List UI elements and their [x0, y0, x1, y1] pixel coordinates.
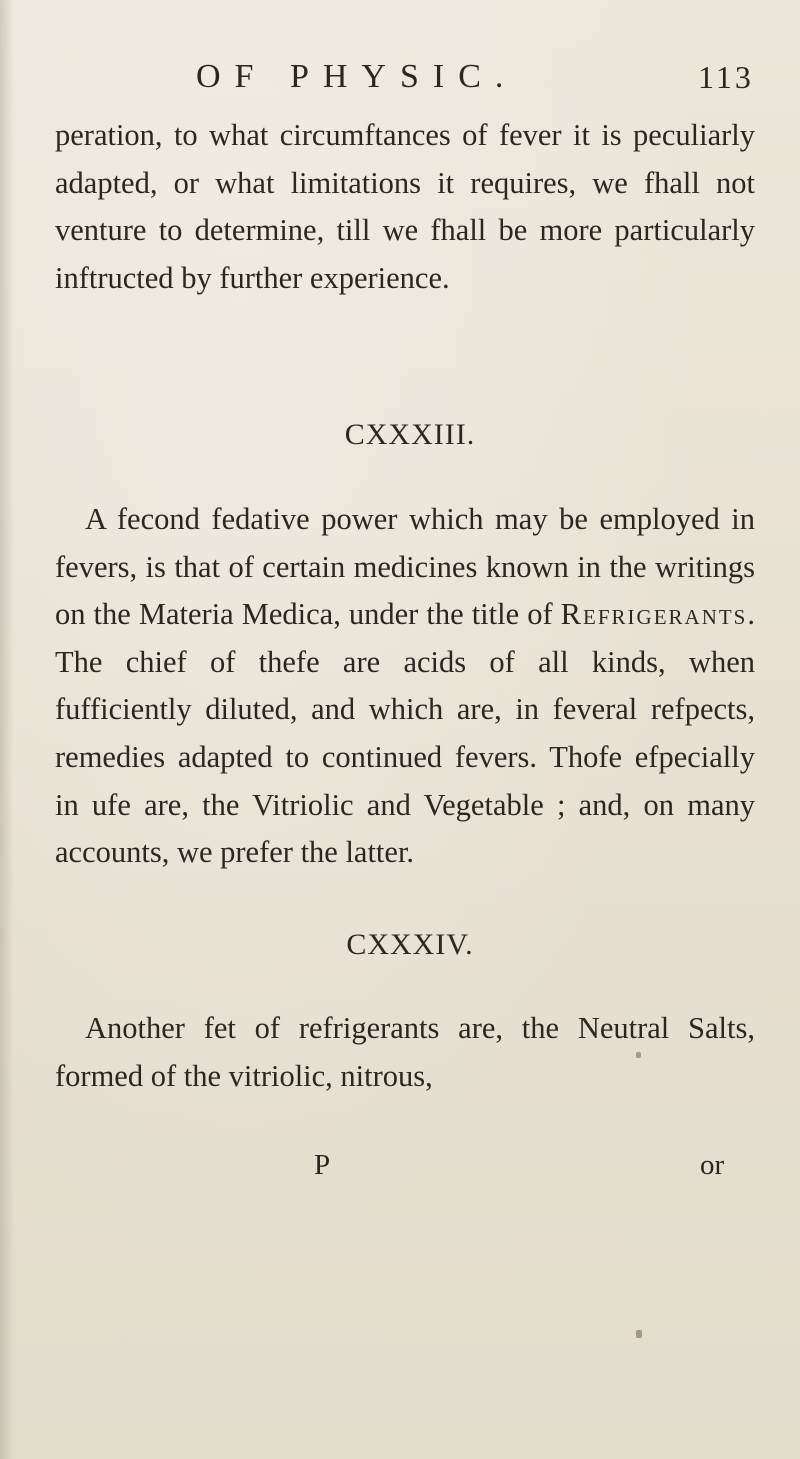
section-133-text-before: A fecond fedative power which may be employed in fevers, is that of certain medicines known in the writings on the Materia Medica, under the title of — [55, 502, 755, 632]
ink-speck — [636, 1052, 641, 1058]
text-line: requires, we fhall not venture to determine, — [55, 165, 755, 248]
refrigerants-term: Refrigerants — [560, 597, 748, 632]
text-line: is peculiarly adapted, or what limitations it — [55, 118, 755, 200]
section-133-text-after: . The chief of thefe are acids of all kinds, when fufficiently diluted, and which are, in feveral refpects, remedies adapted to continued fevers. Thofe efpecially in ufe are, the Vitriolic and Vegetable ; and, on many accounts, we prefer the latter. — [55, 597, 755, 870]
page-gutter-shadow — [0, 0, 14, 1459]
text-line: till we fhall be more particularly inftructed — [55, 213, 755, 295]
signature-mark: P — [314, 1149, 331, 1181]
text-line: by further experience. — [181, 260, 450, 295]
section-heading-133: CXXXIII. — [344, 418, 476, 451]
catchword: or — [700, 1149, 725, 1181]
section-134-paragraph: Another fet of refrigerants are, the Neutral Salts, formed of the vitriolic, nitrous, — [55, 1011, 755, 1093]
paragraph-continued — [55, 112, 755, 302]
text-line: peration, to what circumftances of fever it — [55, 118, 590, 152]
running-head-title: OF PHYSIC. — [196, 58, 518, 95]
ink-speck — [636, 1330, 642, 1338]
section-133-paragraph — [55, 496, 755, 877]
section-heading-134: CXXXIV. — [346, 928, 474, 961]
page-footer — [0, 1143, 800, 1187]
running-head — [0, 52, 800, 102]
page-number: 113 — [698, 59, 754, 95]
